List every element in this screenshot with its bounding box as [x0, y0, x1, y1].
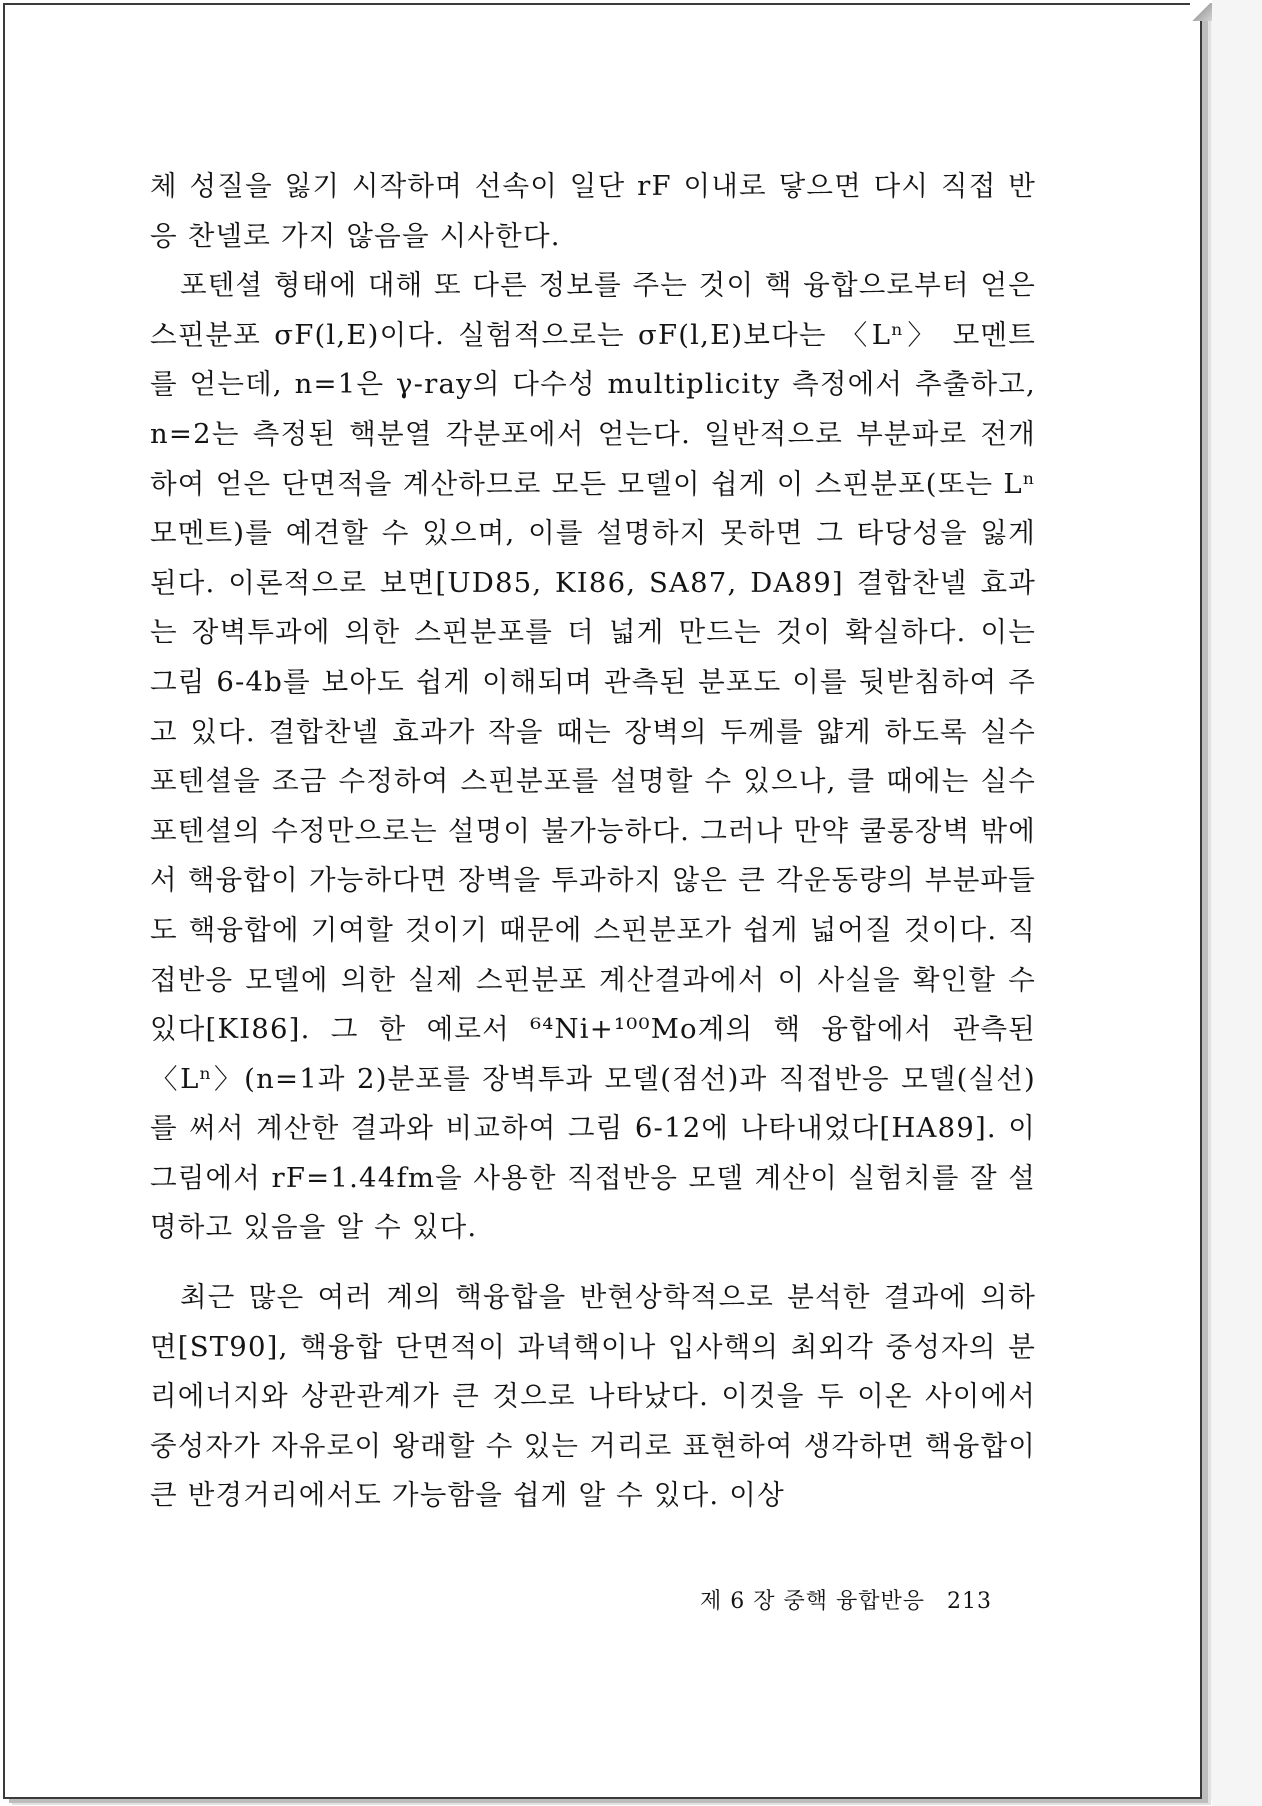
page-edge-shadow — [1202, 10, 1212, 1800]
page-body — [150, 162, 1036, 1521]
paragraph-continuation — [150, 162, 1036, 261]
page-curl-corner — [1190, 3, 1212, 21]
running-head: 제 6 장 중핵 융합반응 — [700, 1589, 925, 1614]
paragraph-text: 포텐셜 형태에 대해 또 다른 정보를 주는 것이 핵 융합으로부터 얻은 스핀분포 σF(l,E)이다. 실험적으로는 σF(l,E)보다는 〈Lⁿ〉 모멘트를 얻는데, n=1은 γ-ray의 다수성 multiplicity 측정에서 추출하고, n=2는 측정된 핵분열 각분포에서 얻는다. 일반적으로 부분파로 전개하여 얻은 단면적을 계산하므로 모든 모델이 쉽게 이 스핀분포(또는 Lⁿ 모멘트)를 예견할 수 있으며, 이를 설명하지 못하면 그 타당성을 잃게 된다. 이론적으로 보면[UD85, KI86, SA87, DA89] 결합찬넬 효과는 장벽투과에 의한 스핀분포를 더 넓게 만드는 것이 확실하다. 이는 그림 6-4b를 보아도 쉽게 이해되며 관측된 분포도 이를 뒷받침하여 주고 있다. 결합찬넬 효과가 작을 때는 장벽의 두께를 얇게 하도록 실수포텐셜을 조금 수정하여 스핀분포를 설명할 수 있으나, 클 때에는 실수포텐셜의 수정만으로는 설명이 불가능하다. 그러나 만약 쿨롱장벽 밖에서 핵융합이 가능하다면 장벽을 투과하지 않은 큰 각운동량의 부분파들도 핵융합에 기여할 것이기 때문에 스핀분포가 쉽게 넓어질 것이다. 직접반응 모델에 의한 실제 스핀분포 계산결과에서 이 사실을 확인할 수 있다[KI86]. 그 한 예로서 ⁶⁴Ni+¹⁰⁰Mo계의 핵 융합에서 관측된 〈Lⁿ〉(n=1과 2)분포를 장벽투과 모델(점선)과 직접반응 모델(실선)를 써서 계산한 결과와 비교하여 그림 6-12에 나타내었다[HA89]. 이 그림에서 rF=1.44fm을 사용한 직접반응 모델 계산이 실험치를 잘 설명하고 있음을 알 수 있다. — [150, 269, 1036, 1244]
paragraph-text: 체 성질을 잃기 시작하며 선속이 일단 rF 이내로 닿으면 다시 직접 반응 찬넬로 가지 않음을 시사한다. — [150, 170, 1036, 252]
page-footer — [700, 1584, 1000, 1615]
paragraph-neutron-separation — [150, 1273, 1036, 1521]
paragraph-spin-distribution — [150, 261, 1036, 1253]
paragraph-text: 최근 많은 여러 계의 핵융합을 반현상학적으로 분석한 결과에 의하면[ST90], 핵융합 단면적이 과녁핵이나 입사핵의 최외각 중성자의 분리에너지와 상관관계가 큰 것으로 나타났다. 이것을 두 이온 사이에서 중성자가 자유로이 왕래할 수 있는 거리로 표현하여 생각하면 핵융합이 큰 반경거리에서도 가능함을 쉽게 알 수 있다. 이상 — [150, 1281, 1036, 1512]
viewer-gutter — [1212, 0, 1262, 1806]
page-number: 213 — [947, 1589, 992, 1614]
